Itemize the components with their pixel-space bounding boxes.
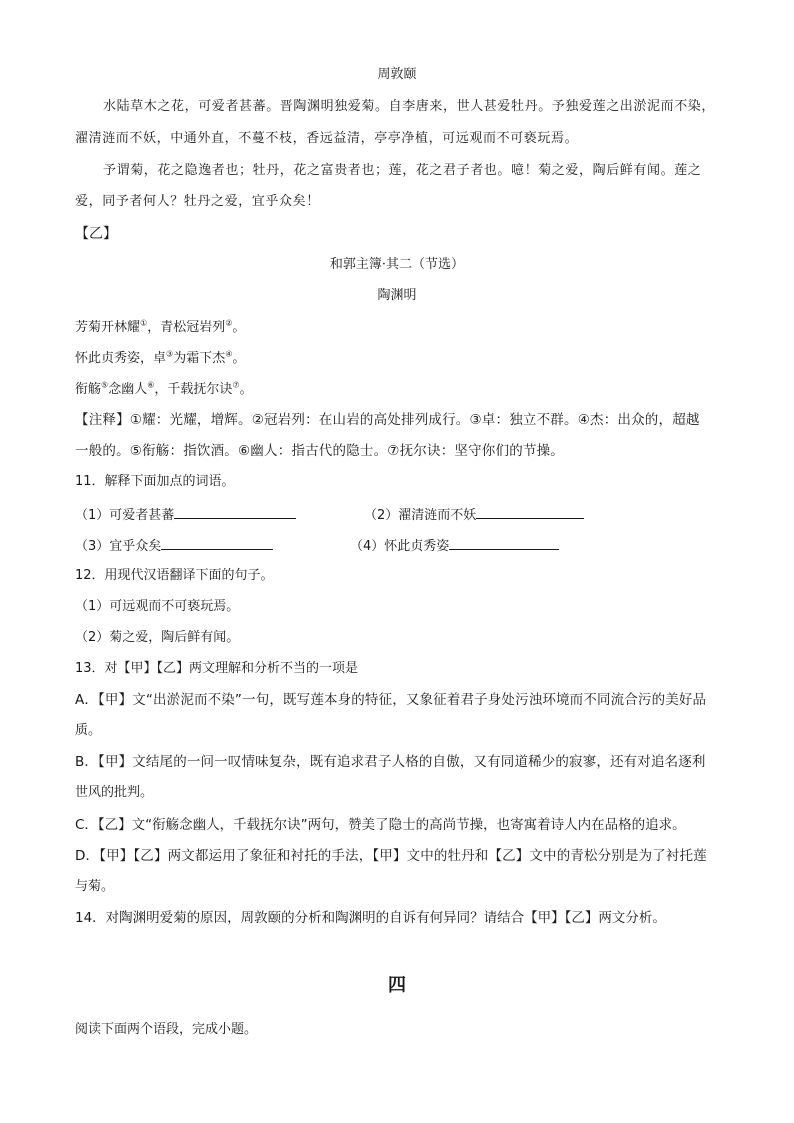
poem-line-1-part-a: 芳菊开林耀 (75, 320, 141, 335)
section-intro: 阅读下面两个语段，完成小题。 (75, 1022, 258, 1037)
question-11-stem: 11．解释下面加点的词语。 (75, 474, 235, 489)
option-d-line-2: 与菊。 (75, 879, 115, 894)
poem-line-2-part-b: 为霜下杰 (173, 351, 226, 366)
q11-item-2-text: （2）濯清涟而不妖 (364, 508, 477, 523)
yi-poem-title: 和郭主簿·其二（节选） (329, 257, 465, 272)
poem-line-2-part-a: 怀此贞秀姿，卓 (75, 351, 167, 366)
question-12-stem: 12．用现代汉语翻译下面的句子。 (75, 568, 274, 583)
jia-author: 周敦颐 (377, 67, 417, 82)
option-b-line-1: B．【甲】文结尾的一问一叹情味复杂，既有追求君子人格的自傲，又有同道稀少的寂寥，还有对追名逐利 (75, 754, 706, 770)
notes-line-2: 一般的。⑤衔觞：指饮酒。⑥幽人：指古代的隐士。⑦抚尔诀：坚守你们的节操。 (75, 443, 565, 459)
q11-item-1-text: （1）可爱者甚蕃 (75, 508, 175, 523)
poem-line-3 (75, 382, 253, 398)
poem-line-3-part-c: ，千载抚尔诀 (154, 382, 233, 397)
option-b-line-2: 世风的批判。 (75, 785, 154, 800)
jia-paragraph-1-line-2: 濯清涟而不妖，中通外直，不蔓不枝，香远益清，亭亭净植，可远观而不可亵玩焉。 (75, 131, 579, 146)
poem-line-3-part-a: 衔觞 (75, 382, 102, 397)
poem-line-1-part-b: ，青松冠岩列 (147, 320, 226, 335)
answer-blank[interactable] (161, 537, 273, 550)
jia-paragraph-1-line-1: 水陆草木之花，可爱者甚蕃。晋陶渊明独爱菊。自李唐来，世人甚爱牡丹。予独爱莲之出淤泥而不染， (103, 99, 716, 114)
section-heading: 四 (388, 975, 406, 996)
question-11-item-2 (364, 506, 584, 524)
question-11-item-4 (350, 537, 559, 555)
note-marker: ① (140, 318, 148, 328)
jia-paragraph-2-line-1: 予谓菊，花之隐逸者也；牡丹，花之富贵者也；莲，花之君子者也。噫！菊之爱，陶后鲜有闻。莲之 (103, 163, 702, 178)
note-marker: ② (225, 318, 233, 328)
question-12-item-1: （1）可远观而不可亵玩焉。 (75, 599, 240, 614)
option-d-line-1: D．【甲】【乙】两文都运用了象征和衬托的手法，【甲】文中的牡丹和【乙】文中的青松分别是为了衬托莲 (75, 848, 707, 864)
note-marker: ③ (166, 349, 174, 359)
q11-item-4-text: （4）怀此贞秀姿 (350, 539, 450, 554)
option-c-line-1: C．【乙】文“衔觞念幽人，千载抚尔诀”两句，赞美了隐士的高尚节操，也寄寓着诗人内在品格的追求。 (75, 817, 686, 833)
poem-line-3-part-b: 念幽人 (108, 382, 148, 397)
note-marker: ④ (225, 349, 233, 359)
poem-line-2-part-c: 。 (232, 351, 246, 366)
q11-item-3-text: （3）宜乎众矣 (75, 539, 162, 554)
question-11-item-3 (75, 537, 273, 555)
poem-line-1 (75, 320, 245, 336)
answer-blank[interactable] (174, 506, 296, 519)
poem-line-1-part-c: 。 (232, 320, 246, 335)
note-marker: ⑥ (147, 380, 155, 390)
option-a-line-2: 质。 (75, 723, 102, 738)
notes-line-1: 【注释】①耀：光耀，增辉。②冠岩列：在山岩的高处排列成行。③卓：独立不群。④杰：出众的，超越 (75, 412, 700, 428)
answer-blank[interactable] (449, 537, 559, 550)
question-14-stem: 14．对陶渊明爱菊的原因，周敦颐的分析和陶渊明的自诉有何异同？请结合【甲】【乙】两文分析。 (75, 910, 666, 926)
question-12-item-2: （2）菊之爱，陶后鲜有闻。 (75, 630, 240, 645)
question-11-item-1 (75, 506, 296, 524)
poem-line-2 (75, 351, 245, 367)
poem-line-3-part-d: 。 (239, 382, 253, 397)
yi-label: 【乙】 (75, 226, 117, 242)
note-marker: ⑤ (101, 380, 109, 390)
jia-paragraph-2-line-2: 爱，同予者何人？牡丹之爱，宜乎众矣！ (75, 194, 320, 209)
option-a-line-1: A．【甲】文“出淤泥而不染”一句，既写莲本身的特征，又象征着君子身处污浊环境而不同流合污的美好品 (75, 692, 707, 708)
answer-blank[interactable] (476, 506, 584, 519)
note-marker: ⑦ (232, 380, 240, 390)
question-13-stem: 13．对【甲】【乙】两文理解和分析不当的一项是 (75, 661, 359, 676)
yi-poem-author: 陶渊明 (377, 288, 417, 303)
